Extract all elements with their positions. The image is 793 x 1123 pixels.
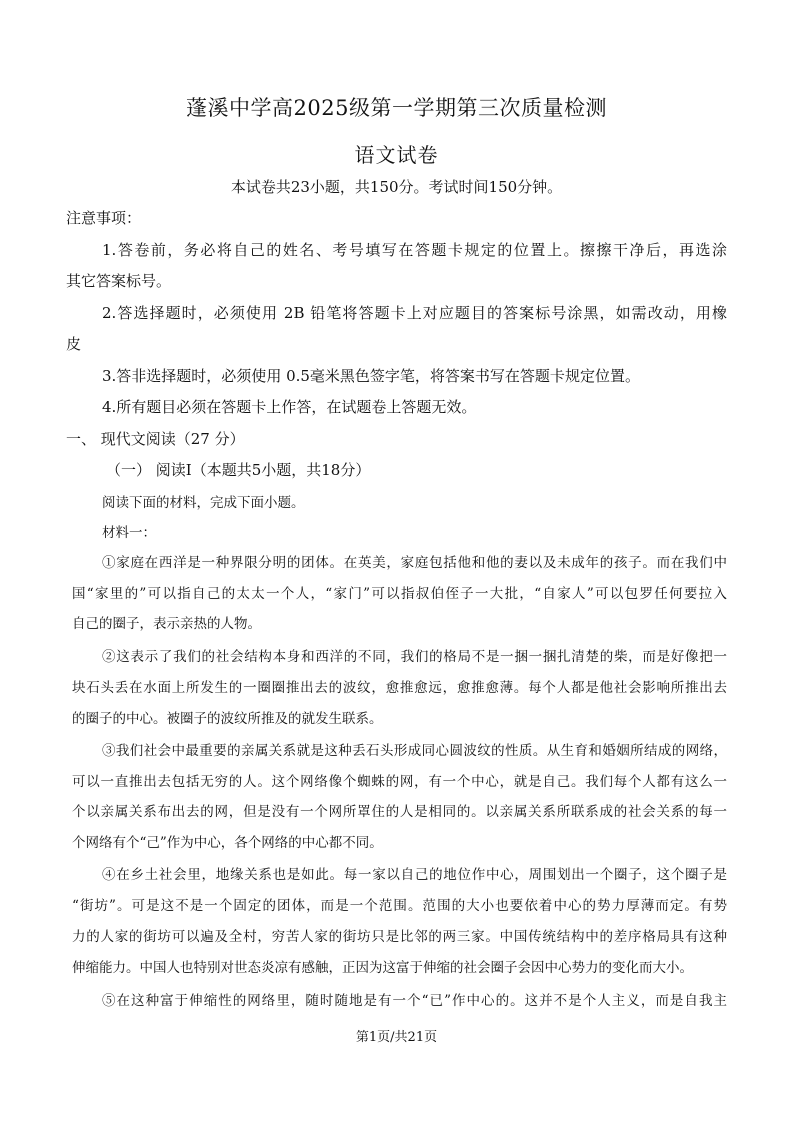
notice-rule-3: 3.答非选择题时，必须使用 0.5毫米黑色签字笔，将答案书写在答题卡规定位置。: [102, 367, 640, 385]
paragraph-4-line-1: ④在乡土社会里，地缘关系也是如此。每一家以自己的地位作中心，周围划出一个圈子，这个圈子是: [102, 867, 727, 883]
paragraph-3-line-4: 个网络有个“己”作为中心，各个网络的中心都不同。: [72, 835, 383, 851]
paragraph-5-line-1: ⑤在这种富于伸缩性的网络里，随时随地是有一个“已”作中心的。这并不是个人主义，而是自我主: [102, 993, 727, 1009]
exam-subtitle: 语文试卷: [354, 143, 439, 167]
notice-rule-1-line-2: 其它答案标号。: [66, 272, 172, 290]
section-subheading: （一） 阅读Ⅰ（本题共5小题，共18分）: [106, 461, 371, 479]
material-label: 材料一：: [102, 525, 156, 541]
notice-rule-2-line-1: 2.答选择题时，必须使用 2B 铅笔将答题卡上对应题目的答案标号涂黑，如需改动，用橡: [102, 304, 727, 322]
paragraph-1-line-2: 国“家里的”可以指自己的太太一个人，“家门”可以指叔伯侄子一大批，“自家人”可以包罗任何要拉入: [72, 586, 727, 602]
paragraph-2-line-3: 的圈子的中心。被圈子的波纹所推及的就发生联系。: [72, 711, 383, 727]
exam-info: 本试卷共23小题，共150分。考试时间150分钟。: [230, 178, 563, 196]
paragraph-2-line-2: 块石头丢在水面上所发生的一圈圈推出去的波纹，愈推愈远，愈推愈薄。每个人都是他社会影响所推出去: [72, 680, 727, 696]
paragraph-3-line-2: 可以一直推出去包括无穷的人。这个网络像个蜘蛛的网，有一个中心，就是自己。我们每个人都有这么一: [72, 774, 727, 790]
paragraph-4-line-4: 伸缩能力。中国人也特别对世态炎凉有感触，正因为这富于伸缩的社会圈子会因中心势力的变化而大小。: [72, 960, 693, 976]
paragraph-3-line-3: 个以亲属关系布出去的网，但是没有一个网所罩住的人是相同的。以亲属关系所联系成的社会关系的每一: [72, 804, 727, 820]
paragraph-3-line-1: ③我们社会中最重要的亲属关系就是这种丢石头形成同心圆波纹的性质。从生育和婚姻所结成的网络，: [102, 743, 727, 759]
paragraph-4-line-2: “街坊”。可是这不是一个固定的团体，而是一个范围。范围的大小也要依着中心的势力厚薄而定。有势: [72, 898, 727, 914]
section-instruction: 阅读下面的材料，完成下面小题。: [102, 495, 305, 511]
notice-rule-2-line-2: 皮: [66, 335, 82, 353]
notice-rule-1-line-1: 1.答卷前，务必将自己的姓名、考号填写在答题卡规定的位置上。擦擦干净后，再选涂: [102, 241, 727, 259]
paragraph-1-line-3: 自己的圈子，表示亲热的人物。: [72, 616, 261, 632]
exam-title: 蓬溪中学高2025级第一学期第三次质量检测: [186, 96, 607, 120]
paragraph-4-line-3: 力的人家的街坊可以遍及全村，穷苦人家的街坊只是比邻的两三家。中国传统结构中的差序格局具有这种: [72, 929, 727, 945]
paragraph-1-line-1: ①家庭在西洋是一种界限分明的团体。在英美，家庭包括他和他的妻以及未成年的孩子。而在我们中: [102, 555, 727, 571]
notice-title: 注意事项：: [66, 209, 142, 227]
section-heading: 一、 现代文阅读（27 分）: [66, 430, 245, 448]
notice-rule-4: 4.所有题目必须在答题卡上作答，在试题卷上答题无效。: [102, 398, 477, 416]
page-number: 第1页/共21页: [355, 1030, 438, 1045]
paragraph-2-line-1: ②这表示了我们的社会结构本身和西洋的不同，我们的格局不是一捆一捆扎清楚的柴，而是好像把一: [102, 649, 727, 665]
